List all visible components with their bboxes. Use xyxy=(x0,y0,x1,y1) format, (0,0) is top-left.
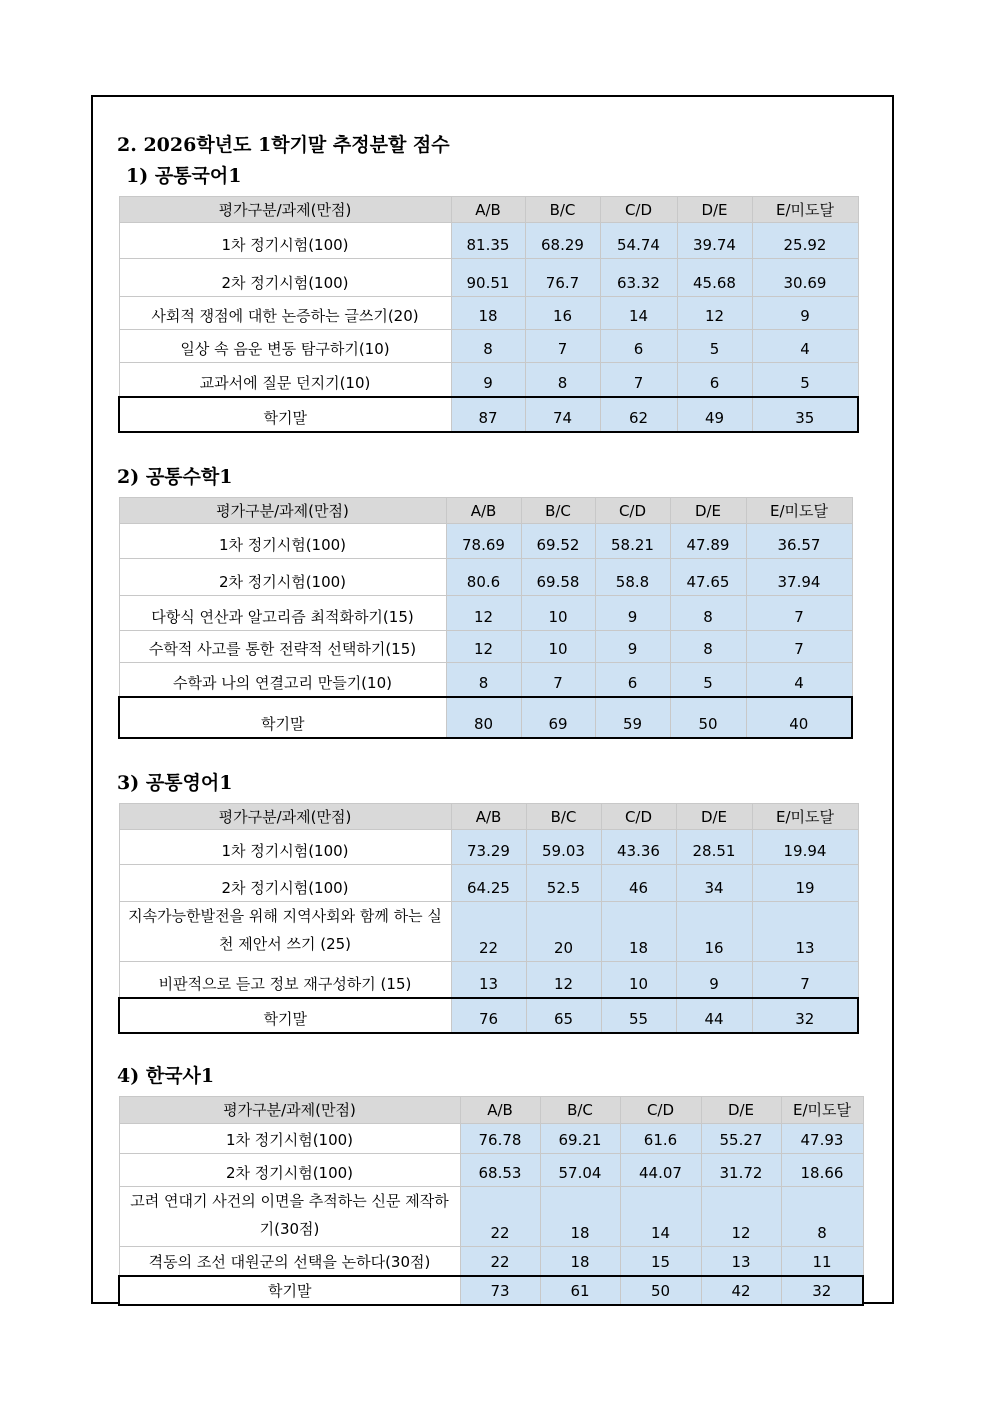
table-row xyxy=(119,1187,863,1247)
col-header-de: D/E xyxy=(677,197,752,223)
total-de: 49 xyxy=(677,397,752,432)
col-header-ab: A/B xyxy=(460,1097,540,1124)
row-label: 사회적 쟁점에 대한 논증하는 글쓰기(20) xyxy=(119,297,451,330)
row-label: 수학적 사고를 통한 전략적 선택하기(15) xyxy=(119,631,446,663)
cell-e: 7 xyxy=(746,631,852,663)
section-title: 2. 2026학년도 1학기말 추정분할 점수 xyxy=(117,134,450,156)
cell-bc: 68.29 xyxy=(525,223,600,259)
cell-de: 16 xyxy=(676,902,752,962)
total-ab: 73 xyxy=(460,1276,540,1305)
cell-cd: 9 xyxy=(595,631,670,663)
total-cd: 62 xyxy=(600,397,677,432)
col-header-category: 평가구분/과제(만점) xyxy=(119,804,451,830)
cell-de: 12 xyxy=(701,1187,781,1247)
score-table-math xyxy=(118,497,853,739)
total-row xyxy=(119,998,858,1033)
cell-bc: 8 xyxy=(525,363,600,397)
total-ab: 80 xyxy=(446,697,521,738)
col-header-cd: C/D xyxy=(620,1097,701,1124)
col-header-de: D/E xyxy=(701,1097,781,1124)
subject-title: 3) 공통영어1 xyxy=(117,772,233,794)
cell-de: 5 xyxy=(677,330,752,363)
subject-title: 4) 한국사1 xyxy=(117,1065,215,1087)
cell-de: 45.68 xyxy=(677,259,752,297)
cell-e: 11 xyxy=(781,1247,863,1276)
cell-cd: 7 xyxy=(600,363,677,397)
total-ab: 87 xyxy=(451,397,525,432)
total-row xyxy=(119,397,858,432)
cell-bc: 20 xyxy=(526,902,601,962)
total-label: 학기말 xyxy=(119,998,451,1033)
cell-ab: 76.78 xyxy=(460,1124,540,1154)
col-header-bc: B/C xyxy=(521,498,595,524)
total-label: 학기말 xyxy=(119,397,451,432)
table-row xyxy=(119,297,858,330)
cell-e: 18.66 xyxy=(781,1154,863,1187)
table-row xyxy=(119,631,852,663)
row-label: 일상 속 음운 변동 탐구하기(10) xyxy=(119,330,451,363)
table-row xyxy=(119,363,858,397)
cell-e: 4 xyxy=(746,663,852,697)
cell-ab: 12 xyxy=(446,631,521,663)
cell-e: 37.94 xyxy=(746,559,852,596)
col-header-category: 평가구분/과제(만점) xyxy=(119,498,446,524)
table-row xyxy=(119,559,852,596)
col-header-bc: B/C xyxy=(525,197,600,223)
cell-cd: 15 xyxy=(620,1247,701,1276)
cell-e: 9 xyxy=(752,297,858,330)
total-label: 학기말 xyxy=(119,1276,460,1305)
cell-cd: 9 xyxy=(595,596,670,631)
subject-title: 1) 공통국어1 xyxy=(126,165,242,187)
cell-ab: 13 xyxy=(451,962,526,998)
cell-e: 36.57 xyxy=(746,524,852,559)
table-row xyxy=(119,663,852,697)
cell-ab: 68.53 xyxy=(460,1154,540,1187)
row-label: 1차 정기시험(100) xyxy=(119,524,446,559)
cell-bc: 16 xyxy=(525,297,600,330)
cell-e: 8 xyxy=(781,1187,863,1247)
total-e: 32 xyxy=(781,1276,863,1305)
total-e: 32 xyxy=(752,998,858,1033)
col-header-de: D/E xyxy=(676,804,752,830)
cell-e: 19 xyxy=(752,865,858,902)
cell-ab: 78.69 xyxy=(446,524,521,559)
col-header-bc: B/C xyxy=(540,1097,620,1124)
row-label: 격동의 조선 대원군의 선택을 논하다(30점) xyxy=(119,1247,460,1276)
total-row xyxy=(119,697,852,738)
row-label: 고려 연대기 사건의 이면을 추적하는 신문 제작하기(30점) xyxy=(119,1187,460,1247)
total-cd: 55 xyxy=(601,998,676,1033)
row-label: 2차 정기시험(100) xyxy=(119,1154,460,1187)
cell-de: 8 xyxy=(670,596,746,631)
cell-bc: 10 xyxy=(521,596,595,631)
cell-e: 19.94 xyxy=(752,830,858,865)
col-header-e: E/미도달 xyxy=(746,498,852,524)
cell-de: 13 xyxy=(701,1247,781,1276)
cell-de: 47.89 xyxy=(670,524,746,559)
row-label: 교과서에 질문 던지기(10) xyxy=(119,363,451,397)
col-header-e: E/미도달 xyxy=(752,804,858,830)
cell-bc: 59.03 xyxy=(526,830,601,865)
cell-ab: 22 xyxy=(460,1187,540,1247)
cell-cd: 6 xyxy=(595,663,670,697)
cell-cd: 14 xyxy=(620,1187,701,1247)
row-label: 2차 정기시험(100) xyxy=(119,865,451,902)
cell-de: 8 xyxy=(670,631,746,663)
cell-de: 5 xyxy=(670,663,746,697)
cell-de: 12 xyxy=(677,297,752,330)
table-row xyxy=(119,1124,863,1154)
cell-cd: 46 xyxy=(601,865,676,902)
cell-de: 47.65 xyxy=(670,559,746,596)
cell-e: 7 xyxy=(746,596,852,631)
table-row xyxy=(119,1247,863,1276)
cell-ab: 80.6 xyxy=(446,559,521,596)
cell-ab: 64.25 xyxy=(451,865,526,902)
cell-de: 9 xyxy=(676,962,752,998)
row-label: 1차 정기시험(100) xyxy=(119,830,451,865)
cell-bc: 76.7 xyxy=(525,259,600,297)
col-header-ab: A/B xyxy=(451,804,526,830)
row-label: 2차 정기시험(100) xyxy=(119,559,446,596)
total-e: 35 xyxy=(752,397,858,432)
cell-de: 34 xyxy=(676,865,752,902)
table-row xyxy=(119,830,858,865)
cell-e: 7 xyxy=(752,962,858,998)
cell-ab: 12 xyxy=(446,596,521,631)
col-header-cd: C/D xyxy=(600,197,677,223)
table-row xyxy=(119,596,852,631)
row-label: 1차 정기시험(100) xyxy=(119,1124,460,1154)
cell-bc: 52.5 xyxy=(526,865,601,902)
cell-cd: 18 xyxy=(601,902,676,962)
table-row xyxy=(119,902,858,962)
cell-cd: 10 xyxy=(601,962,676,998)
cell-bc: 69.52 xyxy=(521,524,595,559)
cell-de: 6 xyxy=(677,363,752,397)
cell-ab: 8 xyxy=(446,663,521,697)
table-row xyxy=(119,962,858,998)
col-header-ab: A/B xyxy=(451,197,525,223)
table-row xyxy=(119,259,858,297)
cell-de: 28.51 xyxy=(676,830,752,865)
subject-title: 2) 공통수학1 xyxy=(117,466,233,488)
total-de: 42 xyxy=(701,1276,781,1305)
cell-e: 25.92 xyxy=(752,223,858,259)
cell-de: 39.74 xyxy=(677,223,752,259)
row-label: 2차 정기시험(100) xyxy=(119,259,451,297)
cell-e: 4 xyxy=(752,330,858,363)
cell-de: 55.27 xyxy=(701,1124,781,1154)
col-header-e: E/미도달 xyxy=(781,1097,863,1124)
total-cd: 50 xyxy=(620,1276,701,1305)
table-row xyxy=(119,1154,863,1187)
cell-ab: 22 xyxy=(460,1247,540,1276)
col-header-category: 평가구분/과제(만점) xyxy=(119,1097,460,1124)
total-bc: 74 xyxy=(525,397,600,432)
total-bc: 69 xyxy=(521,697,595,738)
cell-bc: 57.04 xyxy=(540,1154,620,1187)
row-label: 지속가능한발전을 위해 지역사회와 함께 하는 실천 제안서 쓰기 (25) xyxy=(119,902,451,962)
cell-ab: 73.29 xyxy=(451,830,526,865)
cell-cd: 14 xyxy=(600,297,677,330)
cell-e: 5 xyxy=(752,363,858,397)
col-header-e: E/미도달 xyxy=(752,197,858,223)
cell-ab: 81.35 xyxy=(451,223,525,259)
total-de: 44 xyxy=(676,998,752,1033)
col-header-cd: C/D xyxy=(595,498,670,524)
total-ab: 76 xyxy=(451,998,526,1033)
cell-bc: 12 xyxy=(526,962,601,998)
total-bc: 61 xyxy=(540,1276,620,1305)
cell-ab: 18 xyxy=(451,297,525,330)
cell-cd: 6 xyxy=(600,330,677,363)
row-label: 다항식 연산과 알고리즘 최적화하기(15) xyxy=(119,596,446,631)
table-row xyxy=(119,524,852,559)
table-row xyxy=(119,865,858,902)
cell-bc: 69.21 xyxy=(540,1124,620,1154)
cell-cd: 63.32 xyxy=(600,259,677,297)
cell-bc: 7 xyxy=(525,330,600,363)
col-header-de: D/E xyxy=(670,498,746,524)
row-label: 비판적으로 듣고 정보 재구성하기 (15) xyxy=(119,962,451,998)
col-header-bc: B/C xyxy=(526,804,601,830)
total-bc: 65 xyxy=(526,998,601,1033)
cell-e: 13 xyxy=(752,902,858,962)
cell-bc: 69.58 xyxy=(521,559,595,596)
cell-de: 31.72 xyxy=(701,1154,781,1187)
total-row xyxy=(119,1276,863,1305)
table-row xyxy=(119,223,858,259)
col-header-category: 평가구분/과제(만점) xyxy=(119,197,451,223)
cell-ab: 9 xyxy=(451,363,525,397)
score-table-history xyxy=(118,1096,864,1306)
cell-bc: 10 xyxy=(521,631,595,663)
total-cd: 59 xyxy=(595,697,670,738)
total-e: 40 xyxy=(746,697,852,738)
cell-cd: 61.6 xyxy=(620,1124,701,1154)
cell-cd: 54.74 xyxy=(600,223,677,259)
cell-cd: 58.8 xyxy=(595,559,670,596)
score-table-korean xyxy=(118,196,859,433)
score-table-english xyxy=(118,803,859,1034)
cell-ab: 8 xyxy=(451,330,525,363)
col-header-ab: A/B xyxy=(446,498,521,524)
cell-e: 47.93 xyxy=(781,1124,863,1154)
cell-bc: 18 xyxy=(540,1187,620,1247)
table-row xyxy=(119,330,858,363)
row-label: 수학과 나의 연결고리 만들기(10) xyxy=(119,663,446,697)
cell-cd: 58.21 xyxy=(595,524,670,559)
cell-cd: 43.36 xyxy=(601,830,676,865)
cell-ab: 90.51 xyxy=(451,259,525,297)
total-de: 50 xyxy=(670,697,746,738)
cell-e: 30.69 xyxy=(752,259,858,297)
cell-bc: 18 xyxy=(540,1247,620,1276)
cell-cd: 44.07 xyxy=(620,1154,701,1187)
col-header-cd: C/D xyxy=(601,804,676,830)
row-label: 1차 정기시험(100) xyxy=(119,223,451,259)
cell-bc: 7 xyxy=(521,663,595,697)
cell-ab: 22 xyxy=(451,902,526,962)
total-label: 학기말 xyxy=(119,697,446,738)
